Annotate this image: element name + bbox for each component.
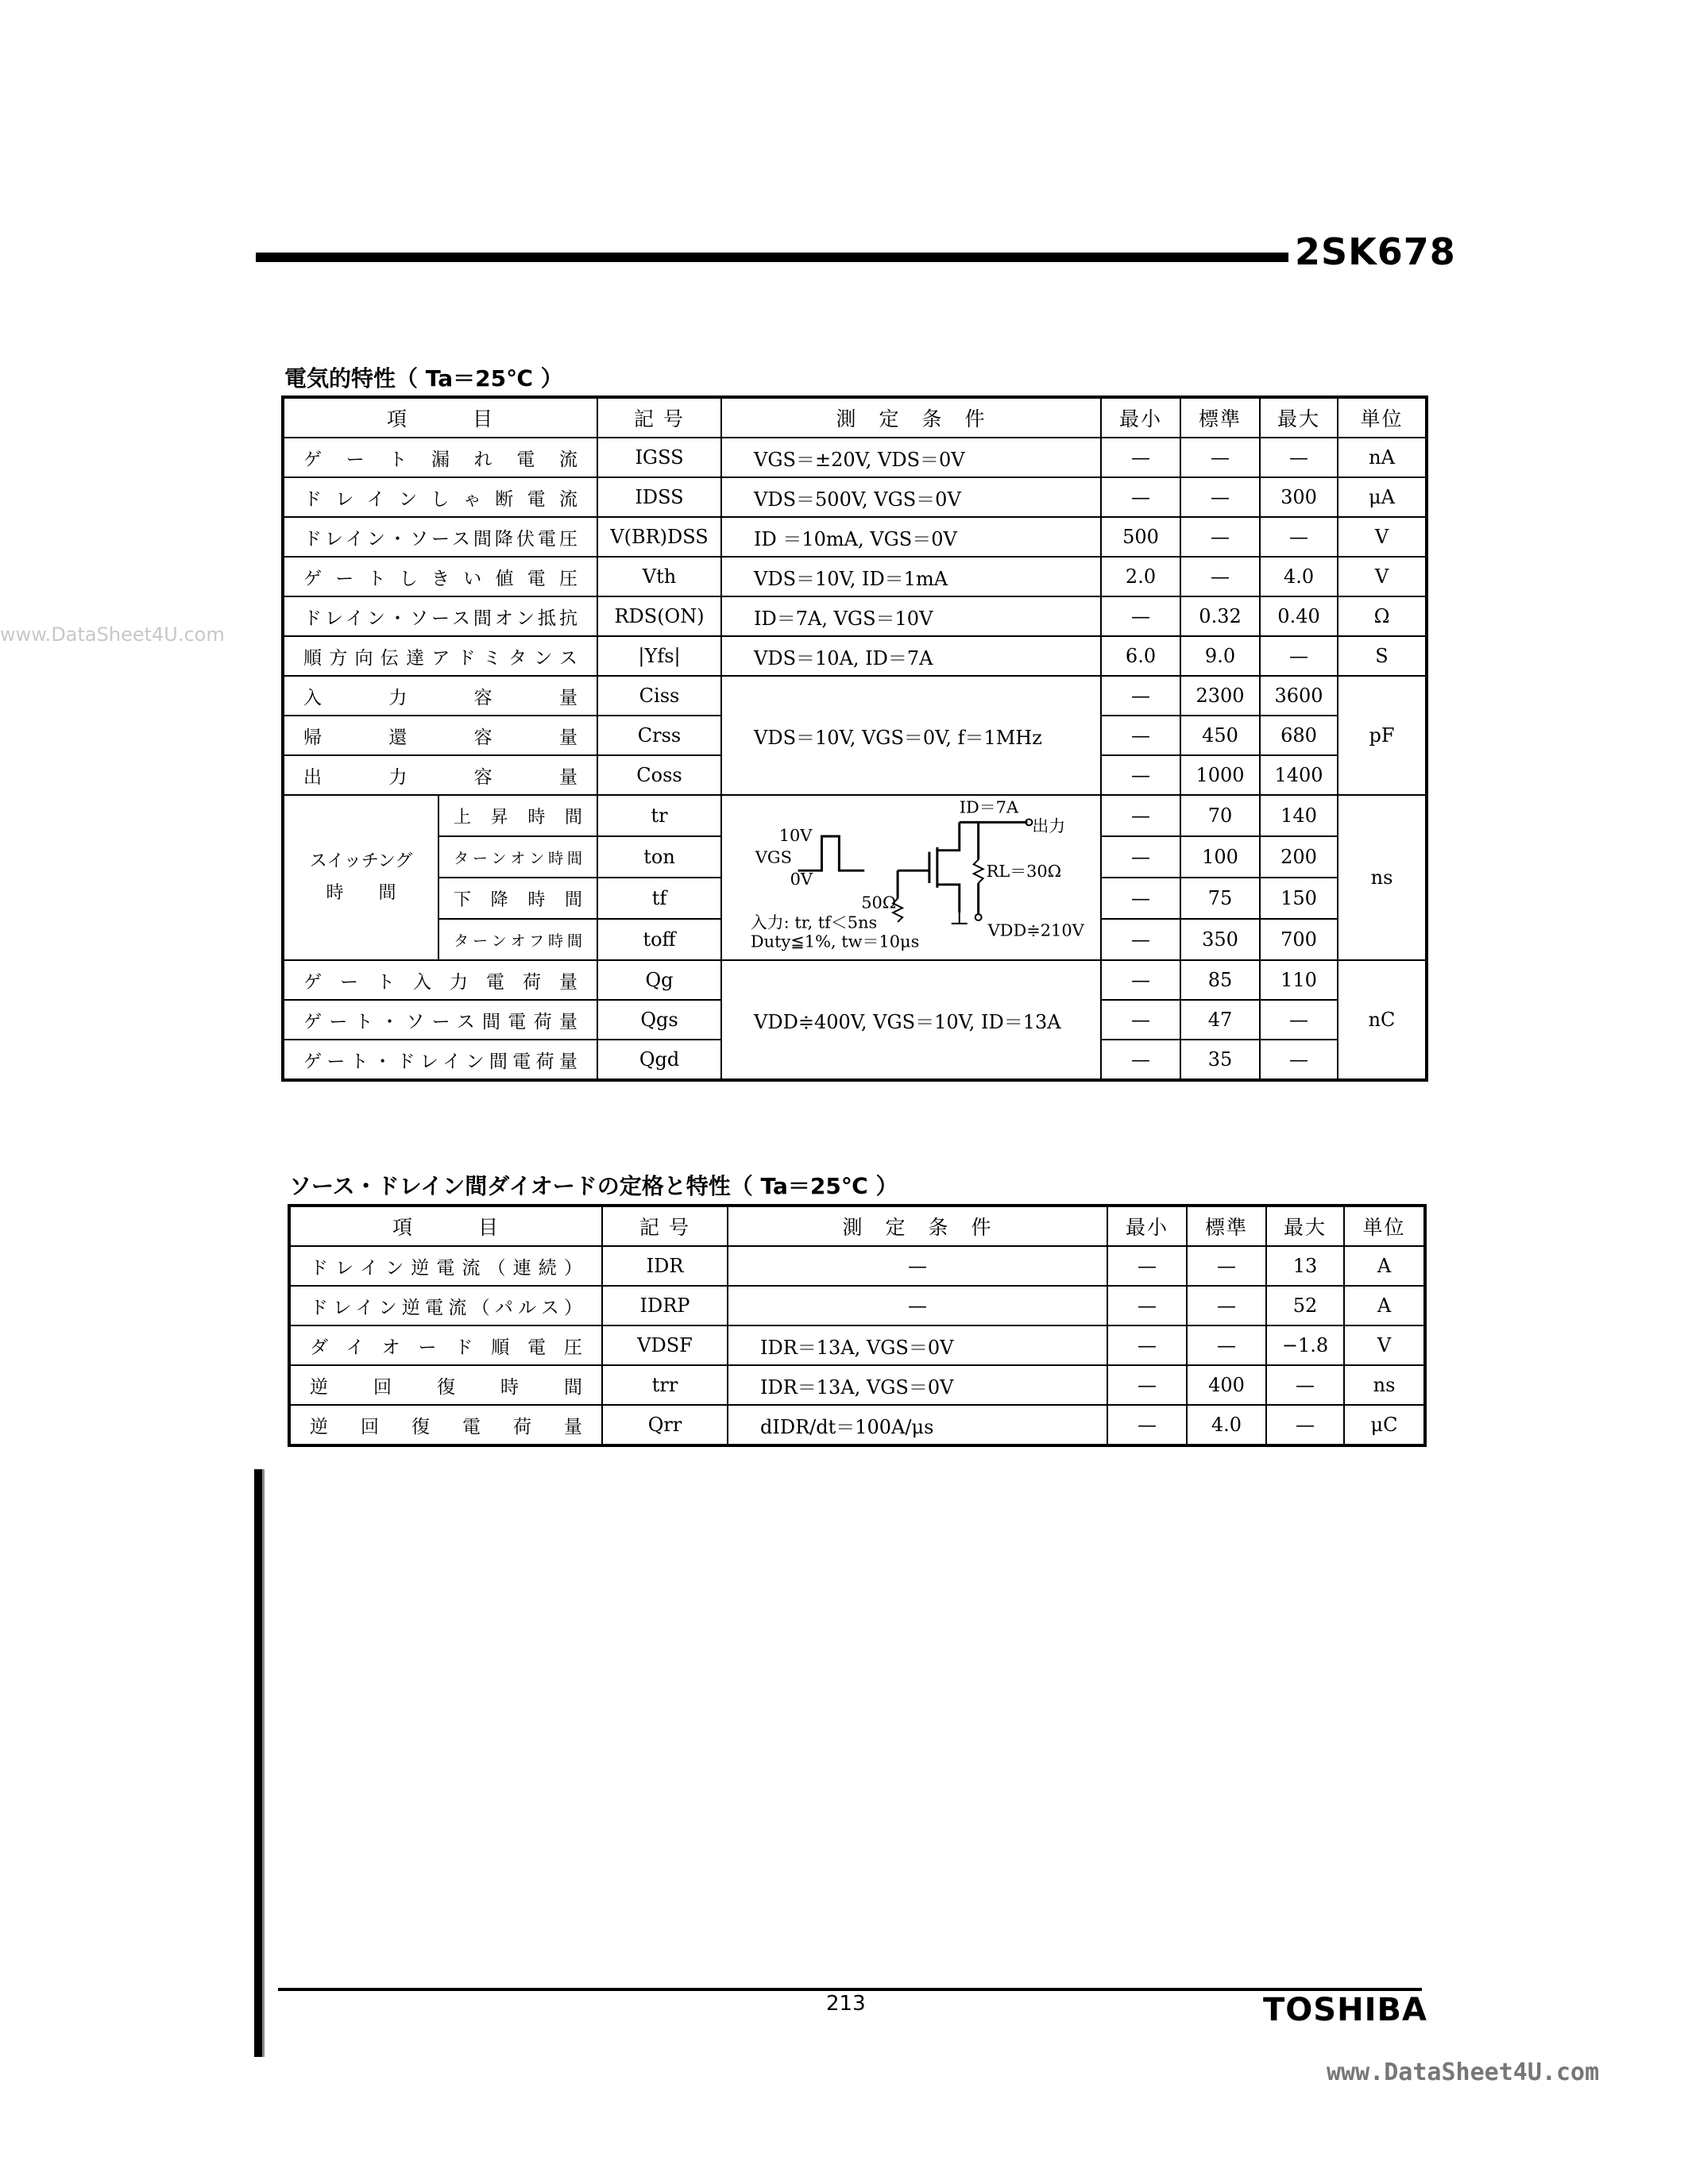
- row-symbol: tf: [597, 878, 721, 919]
- row-max: —: [1266, 1365, 1344, 1405]
- watermark-left: www.DataSheet4U.com: [0, 623, 225, 646]
- row-min: —: [1101, 755, 1180, 795]
- row-symbol: Coss: [597, 755, 721, 795]
- row-item: 逆回復電荷量: [289, 1405, 602, 1445]
- row-typ: 47: [1180, 1000, 1260, 1040]
- switching-group-label: [283, 795, 438, 960]
- row-typ: 0.32: [1180, 596, 1260, 636]
- table-row: [283, 636, 1427, 676]
- row-max: 13: [1266, 1246, 1344, 1286]
- mosfet-source: [937, 885, 960, 913]
- row-item: ゲート・ドレイン間電荷量: [283, 1040, 597, 1080]
- row-typ: 85: [1180, 960, 1260, 1000]
- scan-edge: [254, 1469, 262, 2057]
- row-typ: 70: [1180, 795, 1260, 836]
- row-symbol: Vth: [597, 557, 721, 596]
- table-header-row: [289, 1206, 1425, 1246]
- row-unit: μC: [1344, 1405, 1425, 1445]
- row-item: ゲート入力電荷量: [283, 960, 597, 1000]
- load-resistor: [974, 859, 983, 882]
- charge-condition: VDD≑400V, VGS＝10V, ID＝13A: [721, 960, 1101, 1080]
- row-item: 順方向伝達アドミタンス: [283, 636, 597, 676]
- table-row: [283, 557, 1427, 596]
- row-symbol: trr: [602, 1365, 728, 1405]
- page-number: 213: [826, 1992, 866, 2016]
- row-symbol: IDSS: [597, 477, 721, 517]
- top-rule: [256, 253, 1288, 262]
- row-min: 2.0: [1101, 557, 1180, 596]
- table-row: [283, 676, 1427, 716]
- row-max: 200: [1260, 836, 1338, 878]
- row-item: 入 力 容 量: [283, 676, 597, 716]
- table-row: [289, 1365, 1425, 1405]
- table-header-row: [283, 397, 1427, 438]
- row-max: —: [1260, 438, 1338, 477]
- circuit-r50-label: 50Ω: [861, 893, 897, 913]
- row-max: —: [1260, 517, 1338, 557]
- row-min: —: [1101, 477, 1180, 517]
- row-unit: A: [1344, 1286, 1425, 1325]
- row-condition: —: [728, 1246, 1107, 1286]
- row-item: 帰 還 容 量: [283, 716, 597, 755]
- scan-edge-shadow: [262, 1469, 265, 2057]
- row-min: —: [1101, 878, 1180, 919]
- table-row: [283, 517, 1427, 557]
- row-typ: —: [1180, 517, 1260, 557]
- row-typ: 350: [1180, 919, 1260, 960]
- row-max: —: [1260, 1000, 1338, 1040]
- part-number: 2SK678: [1295, 230, 1456, 273]
- diode-characteristics-table: [288, 1204, 1427, 1447]
- row-condition: VDS＝10A, ID＝7A: [721, 636, 1101, 676]
- row-unit: ns: [1344, 1365, 1425, 1405]
- switching-unit: ns: [1338, 795, 1427, 960]
- row-condition: IDR＝13A, VGS＝0V: [728, 1325, 1107, 1365]
- row-item: ターンオン時間: [438, 836, 597, 878]
- row-min: —: [1101, 795, 1180, 836]
- table-row: [289, 1246, 1425, 1286]
- switching-label-2: 時 間: [326, 883, 396, 903]
- header-max: 最大: [1266, 1206, 1344, 1246]
- capacitance-condition: VDS＝10V, VGS＝0V, f＝1MHz: [721, 676, 1101, 795]
- row-min: —: [1101, 1000, 1180, 1040]
- circuit-rl-label: RL＝30Ω: [986, 862, 1062, 881]
- charge-unit: nC: [1338, 960, 1427, 1080]
- header-symbol: 記 号: [602, 1206, 728, 1246]
- capacitance-unit: pF: [1338, 676, 1427, 795]
- row-max: 3600: [1260, 676, 1338, 716]
- circuit-output-label: 出力: [1032, 816, 1066, 836]
- section2-title: ソース・ドレイン間ダイオードの定格と特性（ Ta＝25℃ ）: [289, 1173, 898, 1199]
- row-max: 0.40: [1260, 596, 1338, 636]
- row-min: —: [1101, 836, 1180, 878]
- row-item: 下降時間: [438, 878, 597, 919]
- switching-label-1: スイッチング: [309, 851, 413, 871]
- row-unit: V: [1344, 1325, 1425, 1365]
- header-typ: 標準: [1187, 1206, 1266, 1246]
- row-item: ターンオフ時間: [438, 919, 597, 960]
- circuit-input-note: 入力: tr, tf＜5ns: [750, 913, 878, 932]
- row-max: 700: [1260, 919, 1338, 960]
- switching-test-circuit: [721, 795, 1101, 960]
- row-min: 6.0: [1101, 636, 1180, 676]
- row-item: 逆回復時間: [289, 1365, 602, 1405]
- row-min: —: [1101, 716, 1180, 755]
- row-typ: 1000: [1180, 755, 1260, 795]
- row-unit: V: [1338, 517, 1427, 557]
- header-min: 最小: [1107, 1206, 1187, 1246]
- row-symbol: V(BR)DSS: [597, 517, 721, 557]
- row-min: 500: [1101, 517, 1180, 557]
- row-item: ドレインしゃ断電流: [283, 477, 597, 517]
- row-max: 52: [1266, 1286, 1344, 1325]
- row-condition: VDS＝500V, VGS＝0V: [721, 477, 1101, 517]
- row-min: —: [1107, 1286, 1187, 1325]
- row-min: —: [1107, 1405, 1187, 1445]
- row-min: —: [1101, 438, 1180, 477]
- row-max: 110: [1260, 960, 1338, 1000]
- row-min: —: [1101, 676, 1180, 716]
- row-item: ゲート・ソース間電荷量: [283, 1000, 597, 1040]
- table-row: [283, 438, 1427, 477]
- row-typ: —: [1180, 477, 1260, 517]
- row-typ: —: [1187, 1325, 1266, 1365]
- header-unit: 単位: [1344, 1206, 1425, 1246]
- row-item: ゲート漏れ電流: [283, 438, 597, 477]
- table-row: [289, 1286, 1425, 1325]
- header-item: 項 目: [289, 1206, 602, 1246]
- header-item: 項 目: [283, 397, 597, 438]
- row-condition: ID ＝10mA, VGS＝0V: [721, 517, 1101, 557]
- row-item: ドレイン・ソース間オン抵抗: [283, 596, 597, 636]
- table-row: [283, 477, 1427, 517]
- row-item: ダイオード順電圧: [289, 1325, 602, 1365]
- table-row: [283, 960, 1427, 1000]
- vdd-terminal: [975, 914, 982, 920]
- row-symbol: Crss: [597, 716, 721, 755]
- mosfet-drain: [937, 822, 960, 850]
- row-condition: VGS＝±20V, VDS＝0V: [721, 438, 1101, 477]
- row-unit: nA: [1338, 438, 1427, 477]
- row-symbol: Qrr: [602, 1405, 728, 1445]
- watermark-bottom: www.DataSheet4U.com: [1327, 2059, 1600, 2086]
- test-circuit-diagram: [722, 796, 1100, 959]
- row-min: —: [1107, 1325, 1187, 1365]
- header-max: 最大: [1260, 397, 1338, 438]
- row-max: —: [1266, 1405, 1344, 1445]
- row-condition: IDR＝13A, VGS＝0V: [728, 1365, 1107, 1405]
- row-typ: 35: [1180, 1040, 1260, 1080]
- row-max: 300: [1260, 477, 1338, 517]
- row-typ: —: [1180, 438, 1260, 477]
- row-symbol: Qg: [597, 960, 721, 1000]
- row-condition: —: [728, 1286, 1107, 1325]
- header-unit: 単位: [1338, 397, 1427, 438]
- table-row: [289, 1405, 1425, 1445]
- row-condition: VDS＝10V, ID＝1mA: [721, 557, 1101, 596]
- row-item: 上昇時間: [438, 795, 597, 836]
- row-typ: 400: [1187, 1365, 1266, 1405]
- row-min: —: [1101, 960, 1180, 1000]
- row-item: ドレイン・ソース間降伏電圧: [283, 517, 597, 557]
- row-typ: 450: [1180, 716, 1260, 755]
- row-unit: V: [1338, 557, 1427, 596]
- row-min: —: [1101, 596, 1180, 636]
- row-typ: —: [1187, 1246, 1266, 1286]
- row-typ: 4.0: [1187, 1405, 1266, 1445]
- table-row: [283, 795, 1427, 836]
- row-max: 1400: [1260, 755, 1338, 795]
- row-typ: 9.0: [1180, 636, 1260, 676]
- row-typ: 100: [1180, 836, 1260, 878]
- electrical-characteristics-table: [281, 396, 1428, 1082]
- row-condition: ID＝7A, VGS＝10V: [721, 596, 1101, 636]
- row-max: 140: [1260, 795, 1338, 836]
- row-symbol: ton: [597, 836, 721, 878]
- circuit-vgs-label: VGS: [755, 847, 792, 867]
- row-unit: Ω: [1338, 596, 1427, 636]
- row-item: ドレイン逆電流（連続）: [289, 1246, 602, 1286]
- row-item: 出 力 容 量: [283, 755, 597, 795]
- row-min: —: [1107, 1365, 1187, 1405]
- row-symbol: IDR: [602, 1246, 728, 1286]
- row-unit: μA: [1338, 477, 1427, 517]
- row-symbol: Ciss: [597, 676, 721, 716]
- row-typ: —: [1180, 557, 1260, 596]
- row-item: ドレイン逆電流（パルス）: [289, 1286, 602, 1325]
- header-conditions: 測 定 条 件: [721, 397, 1101, 438]
- row-typ: 2300: [1180, 676, 1260, 716]
- section1-title: 電気的特性（ Ta＝25℃ ）: [284, 365, 563, 392]
- header-conditions: 測 定 条 件: [728, 1206, 1107, 1246]
- row-symbol: Qgs: [597, 1000, 721, 1040]
- row-min: —: [1107, 1246, 1187, 1286]
- row-max: 4.0: [1260, 557, 1338, 596]
- row-symbol: IDRP: [602, 1286, 728, 1325]
- row-symbol: toff: [597, 919, 721, 960]
- header-symbol: 記 号: [597, 397, 721, 438]
- row-item: ゲートしきい値電圧: [283, 557, 597, 596]
- row-symbol: Qgd: [597, 1040, 721, 1080]
- circuit-v10-label: 10V: [778, 826, 813, 845]
- row-symbol: |Yfs|: [597, 636, 721, 676]
- circuit-v0-label: 0V: [790, 869, 813, 889]
- brand-logo: TOSHIBA: [1263, 1992, 1427, 2028]
- row-min: —: [1101, 1040, 1180, 1080]
- row-symbol: IGSS: [597, 438, 721, 477]
- row-symbol: tr: [597, 795, 721, 836]
- row-min: —: [1101, 919, 1180, 960]
- row-unit: A: [1344, 1246, 1425, 1286]
- row-max: 150: [1260, 878, 1338, 919]
- row-max: 680: [1260, 716, 1338, 755]
- table-row: [283, 596, 1427, 636]
- row-max: −1.8: [1266, 1325, 1344, 1365]
- row-unit: S: [1338, 636, 1427, 676]
- row-typ: —: [1187, 1286, 1266, 1325]
- circuit-vdd-label: VDD≑210V: [987, 920, 1084, 940]
- row-max: —: [1260, 1040, 1338, 1080]
- row-symbol: RDS(ON): [597, 596, 721, 636]
- row-max: —: [1260, 636, 1338, 676]
- circuit-duty-note: Duty≦1%, tw＝10μs: [750, 932, 920, 951]
- header-typ: 標準: [1180, 397, 1260, 438]
- table-row: [289, 1325, 1425, 1365]
- row-typ: 75: [1180, 878, 1260, 919]
- bottom-rule: [278, 1988, 1422, 1991]
- row-condition: dIDR/dt＝100A/μs: [728, 1405, 1107, 1445]
- circuit-id-label: ID＝7A: [959, 797, 1019, 817]
- row-symbol: VDSF: [602, 1325, 728, 1365]
- header-min: 最小: [1101, 397, 1180, 438]
